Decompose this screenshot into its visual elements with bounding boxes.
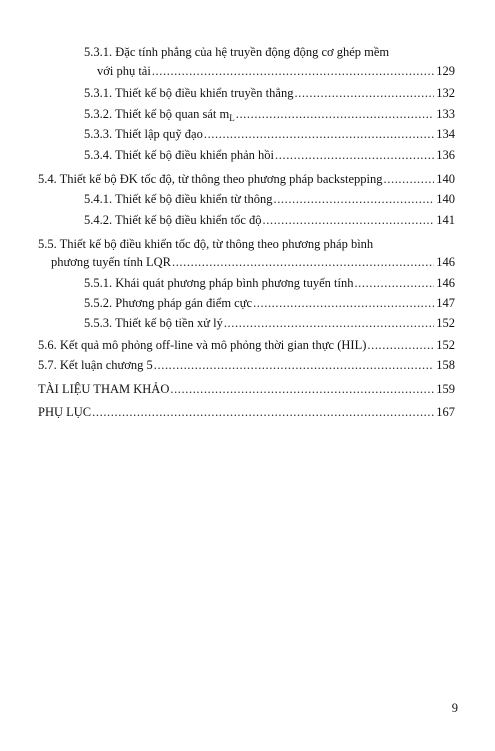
toc-page-number: 167	[436, 405, 455, 419]
toc-leader-dots	[92, 404, 434, 420]
toc-entry-label: 5.4. Thiết kế bộ ĐK tốc độ, từ thông theo phương pháp backstepping	[38, 172, 383, 186]
toc-leader-dots	[384, 171, 435, 187]
toc-entry-label: với phụ tải	[97, 64, 151, 78]
toc-entry-label: 5.3.3. Thiết lập quỹ đạo	[84, 127, 203, 141]
toc-entry-label: 5.5.3. Thiết kế bộ tiền xử lý	[84, 316, 223, 330]
toc-page-number: 140	[436, 172, 455, 186]
toc-leader-dots	[275, 147, 434, 163]
toc-entry-5-4-2[interactable]	[84, 212, 455, 228]
toc-entry-5-4[interactable]	[38, 171, 455, 187]
toc-entry-label: 5.4.2. Thiết kế bộ điều khiển tốc độ	[84, 213, 262, 227]
toc-leader-dots	[152, 63, 434, 79]
toc-entry-label: PHỤ LỤC	[38, 405, 92, 419]
toc-entry-references[interactable]	[38, 381, 455, 397]
toc-entry-label: 5.3.4. Thiết kế bộ điều khiển phản hồi	[84, 148, 275, 162]
toc-page-number: 129	[436, 64, 455, 78]
toc-entry-appendix[interactable]	[38, 404, 455, 420]
toc-page-number: 152	[436, 316, 455, 330]
toc-entry-5-3-4[interactable]	[84, 147, 455, 163]
toc-entry-label: phương tuyến tính LQR	[51, 255, 171, 269]
toc-entry-5-5-3[interactable]	[84, 315, 455, 331]
toc-leader-dots	[154, 357, 434, 373]
toc-leader-dots	[236, 106, 435, 122]
toc-leader-dots	[170, 381, 434, 397]
toc-leader-dots	[273, 191, 434, 207]
toc-leader-dots	[354, 275, 434, 291]
toc-page-number: 136	[436, 148, 455, 162]
toc-page-number: 146	[436, 276, 455, 290]
toc-entry-5-4-1[interactable]	[84, 191, 455, 207]
toc-entry-label: 5.3.2. Thiết kế bộ quan sát $m_L$	[84, 107, 235, 122]
toc-page-number: 158	[436, 358, 455, 372]
toc-entry-label: 5.5.1. Khái quát phương pháp bình phương tuyến tính	[84, 276, 354, 290]
toc-entry-5-5-1[interactable]	[84, 275, 455, 291]
toc-leader-dots	[367, 337, 434, 353]
toc-entry-label: 5.5.2. Phương pháp gán điểm cực	[84, 296, 253, 310]
toc-entry-label: TÀI LIỆU THAM KHẢO	[38, 382, 170, 396]
toc-page-number: 141	[436, 213, 455, 227]
toc-leader-dots	[294, 85, 434, 101]
toc-page-number: 152	[436, 338, 455, 352]
toc-entry-5-3-2[interactable]	[84, 106, 455, 122]
toc-entry-5-3-1-line1[interactable]: 5.3.1. Đặc tính phẳng của hệ truyền động động cơ ghép mềm	[84, 45, 390, 59]
toc-page-number: 159	[436, 382, 455, 396]
toc-entry-5-5-line1[interactable]: 5.5. Thiết kế bộ điều khiển tốc độ, từ thông theo phương pháp bình	[38, 237, 374, 251]
toc-page-number: 147	[436, 296, 455, 310]
toc-leader-dots	[172, 254, 434, 270]
toc-entry-5-6[interactable]	[38, 337, 455, 353]
toc-entry-label: 5.6. Kết quả mô phỏng off-line và mô phỏng thời gian thực (HIL)	[38, 338, 367, 352]
toc-page-number: 134	[436, 127, 455, 141]
toc-leader-dots	[224, 315, 434, 331]
toc-leader-dots	[204, 126, 434, 142]
toc-entry-label: 5.4.1. Thiết kế bộ điều khiển từ thông	[84, 192, 273, 206]
toc-entry-label: 5.3.1. Thiết kế bộ điều khiển truyền thẳng	[84, 86, 294, 100]
toc-entry-5-3-1[interactable]	[97, 63, 455, 79]
toc-leader-dots	[253, 295, 434, 311]
toc-page-number: 132	[436, 86, 455, 100]
toc-entry-5-5-2[interactable]	[84, 295, 455, 311]
toc-entry-5-3-3[interactable]	[84, 126, 455, 142]
toc-leader-dots	[263, 212, 435, 228]
page-number: 9	[451, 701, 458, 715]
toc-page-number: 146	[436, 255, 455, 269]
toc-page-number: 140	[436, 192, 455, 206]
toc-entry-5-7[interactable]	[38, 357, 455, 373]
toc-page-number: 133	[436, 107, 455, 121]
toc-entry-5-5[interactable]	[51, 254, 455, 270]
toc-entry-label: 5.7. Kết luận chương 5	[38, 358, 153, 372]
toc-entry-5-3-1b[interactable]	[84, 85, 455, 101]
